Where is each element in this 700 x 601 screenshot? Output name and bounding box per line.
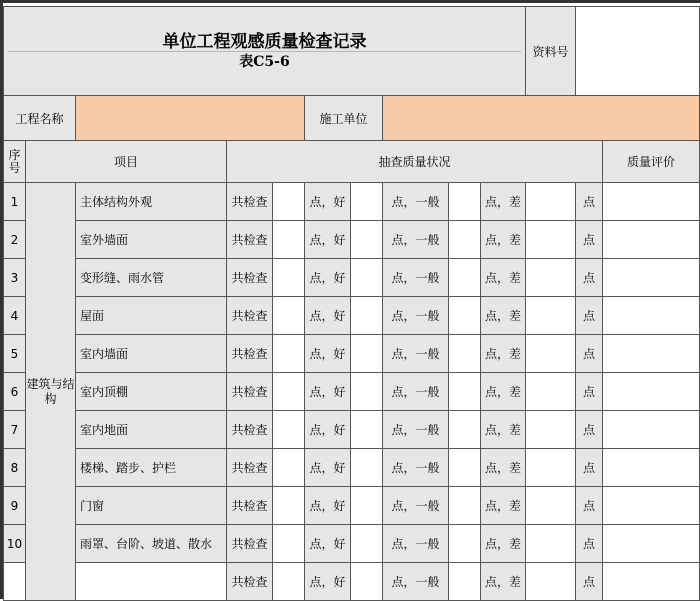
fair-label: 点，一般 <box>383 297 449 335</box>
total-label: 共检查 <box>227 373 273 411</box>
item-name: 室外墙面 <box>76 221 227 259</box>
fair-label: 点，一般 <box>383 525 449 563</box>
fair-label: 点，一般 <box>383 221 449 259</box>
row-number: 9 <box>4 487 26 525</box>
group-label: 建筑与结构 <box>26 183 76 601</box>
poor-count[interactable] <box>526 259 576 297</box>
total-label: 共检查 <box>227 487 273 525</box>
good-count[interactable] <box>351 449 383 487</box>
item-name: 主体结构外观 <box>76 183 227 221</box>
fair-label: 点，一般 <box>383 259 449 297</box>
poor-count[interactable] <box>526 563 576 601</box>
total-label: 共检查 <box>227 563 273 601</box>
table-row <box>4 259 700 297</box>
quality-evaluation[interactable] <box>603 411 700 449</box>
good-count[interactable] <box>351 259 383 297</box>
item-name: 雨罩、台阶、坡道、散水 <box>76 525 227 563</box>
quality-evaluation[interactable] <box>603 563 700 601</box>
title-cell <box>4 7 526 96</box>
poor-count[interactable] <box>526 183 576 221</box>
table-row <box>4 373 700 411</box>
good-label: 点，好 <box>305 411 351 449</box>
total-count[interactable] <box>273 259 305 297</box>
row-number: 5 <box>4 335 26 373</box>
total-label: 共检查 <box>227 411 273 449</box>
item-header: 项目 <box>26 141 227 183</box>
total-count[interactable] <box>273 297 305 335</box>
poor-count[interactable] <box>526 487 576 525</box>
fair-count[interactable] <box>449 297 481 335</box>
record-no-label: 资料号 <box>526 7 576 96</box>
point-label: 点 <box>576 449 603 487</box>
quality-evaluation[interactable] <box>603 449 700 487</box>
good-count[interactable] <box>351 297 383 335</box>
poor-label: 点，差 <box>481 525 526 563</box>
eval-header: 质量评价 <box>603 141 700 183</box>
fair-label: 点，一般 <box>383 487 449 525</box>
total-count[interactable] <box>273 525 305 563</box>
poor-label: 点，差 <box>481 183 526 221</box>
point-label: 点 <box>576 373 603 411</box>
good-label: 点，好 <box>305 335 351 373</box>
fair-label: 点，一般 <box>383 183 449 221</box>
good-label: 点，好 <box>305 487 351 525</box>
table-row <box>4 487 700 525</box>
point-label: 点 <box>576 525 603 563</box>
table-row <box>4 221 700 259</box>
quality-evaluation[interactable] <box>603 487 700 525</box>
good-count[interactable] <box>351 411 383 449</box>
good-label: 点，好 <box>305 373 351 411</box>
row-number: 7 <box>4 411 26 449</box>
poor-label: 点，差 <box>481 563 526 601</box>
fair-count[interactable] <box>449 563 481 601</box>
poor-label: 点，差 <box>481 411 526 449</box>
contractor-value[interactable] <box>383 96 700 141</box>
row-number: 6 <box>4 373 26 411</box>
quality-evaluation[interactable] <box>603 373 700 411</box>
point-label: 点 <box>576 335 603 373</box>
item-name: 室内地面 <box>76 411 227 449</box>
item-name[interactable] <box>76 563 227 601</box>
row-number: 4 <box>4 297 26 335</box>
total-count[interactable] <box>273 487 305 525</box>
item-name: 屋面 <box>76 297 227 335</box>
form-title: 单位工程观感质量检查记录 <box>162 32 367 52</box>
row-number: 10 <box>4 525 26 563</box>
row-number: 2 <box>4 221 26 259</box>
item-name: 室内顶棚 <box>76 373 227 411</box>
good-label: 点，好 <box>305 183 351 221</box>
table-row <box>4 183 700 221</box>
good-count[interactable] <box>351 221 383 259</box>
good-label: 点，好 <box>305 259 351 297</box>
total-count[interactable] <box>273 411 305 449</box>
poor-label: 点，差 <box>481 487 526 525</box>
poor-label: 点，差 <box>481 373 526 411</box>
fair-count[interactable] <box>449 487 481 525</box>
total-count[interactable] <box>273 221 305 259</box>
total-label: 共检查 <box>227 297 273 335</box>
poor-label: 点，差 <box>481 335 526 373</box>
item-name: 室内墙面 <box>76 335 227 373</box>
total-count[interactable] <box>273 449 305 487</box>
quality-evaluation[interactable] <box>603 221 700 259</box>
row-number: 8 <box>4 449 26 487</box>
point-label: 点 <box>576 259 603 297</box>
table-row <box>4 525 700 563</box>
total-count[interactable] <box>273 563 305 601</box>
poor-label: 点，差 <box>481 297 526 335</box>
fair-count[interactable] <box>449 221 481 259</box>
point-label: 点 <box>576 183 603 221</box>
fair-count[interactable] <box>449 525 481 563</box>
poor-label: 点，差 <box>481 259 526 297</box>
total-count[interactable] <box>273 373 305 411</box>
poor-count[interactable] <box>526 373 576 411</box>
total-label: 共检查 <box>227 259 273 297</box>
poor-count[interactable] <box>526 297 576 335</box>
good-count[interactable] <box>351 335 383 373</box>
fair-count[interactable] <box>449 335 481 373</box>
quality-evaluation[interactable] <box>603 297 700 335</box>
good-count[interactable] <box>351 525 383 563</box>
form-code: 表C5-6 <box>239 54 290 70</box>
poor-label: 点，差 <box>481 221 526 259</box>
item-name: 变形缝、雨水管 <box>76 259 227 297</box>
point-label: 点 <box>576 487 603 525</box>
contractor-label: 施工单位 <box>305 96 383 141</box>
quality-evaluation[interactable] <box>603 259 700 297</box>
item-name: 楼梯、踏步、护栏 <box>76 449 227 487</box>
fair-count[interactable] <box>449 373 481 411</box>
total-count[interactable] <box>273 183 305 221</box>
check-header: 抽查质量状况 <box>227 141 603 183</box>
point-label: 点 <box>576 221 603 259</box>
table-row <box>4 335 700 373</box>
fair-count[interactable] <box>449 411 481 449</box>
good-count[interactable] <box>351 563 383 601</box>
fair-label: 点，一般 <box>383 373 449 411</box>
poor-count[interactable] <box>526 221 576 259</box>
good-label: 点，好 <box>305 297 351 335</box>
poor-count[interactable] <box>526 411 576 449</box>
good-label: 点，好 <box>305 525 351 563</box>
good-label: 点，好 <box>305 449 351 487</box>
good-count[interactable] <box>351 373 383 411</box>
top-border <box>0 0 700 3</box>
good-count[interactable] <box>351 487 383 525</box>
quality-evaluation[interactable] <box>603 525 700 563</box>
point-label: 点 <box>576 297 603 335</box>
total-label: 共检查 <box>227 183 273 221</box>
table-row <box>4 449 700 487</box>
fair-label: 点，一般 <box>383 563 449 601</box>
fair-count[interactable] <box>449 449 481 487</box>
quality-evaluation[interactable] <box>603 183 700 221</box>
inspection-table <box>3 6 700 601</box>
table-row <box>4 563 700 601</box>
total-label: 共检查 <box>227 525 273 563</box>
table-row <box>4 297 700 335</box>
poor-count[interactable] <box>526 525 576 563</box>
fair-count[interactable] <box>449 183 481 221</box>
project-name-value[interactable] <box>76 96 305 141</box>
poor-count[interactable] <box>526 449 576 487</box>
quality-evaluation[interactable] <box>603 335 700 373</box>
row-number <box>4 563 26 601</box>
good-label: 点，好 <box>305 221 351 259</box>
good-count[interactable] <box>351 183 383 221</box>
fair-label: 点，一般 <box>383 449 449 487</box>
poor-count[interactable] <box>526 335 576 373</box>
total-count[interactable] <box>273 335 305 373</box>
item-name: 门窗 <box>76 487 227 525</box>
total-label: 共检查 <box>227 221 273 259</box>
point-label: 点 <box>576 411 603 449</box>
record-no-value[interactable] <box>576 7 700 96</box>
row-number: 3 <box>4 259 26 297</box>
good-label: 点，好 <box>305 563 351 601</box>
seq-header: 序号 <box>4 141 26 183</box>
poor-label: 点，差 <box>481 449 526 487</box>
fair-label: 点，一般 <box>383 335 449 373</box>
project-name-label: 工程名称 <box>4 96 76 141</box>
row-number: 1 <box>4 183 26 221</box>
total-label: 共检查 <box>227 449 273 487</box>
fair-label: 点，一般 <box>383 411 449 449</box>
total-label: 共检查 <box>227 335 273 373</box>
point-label: 点 <box>576 563 603 601</box>
table-row <box>4 411 700 449</box>
fair-count[interactable] <box>449 259 481 297</box>
